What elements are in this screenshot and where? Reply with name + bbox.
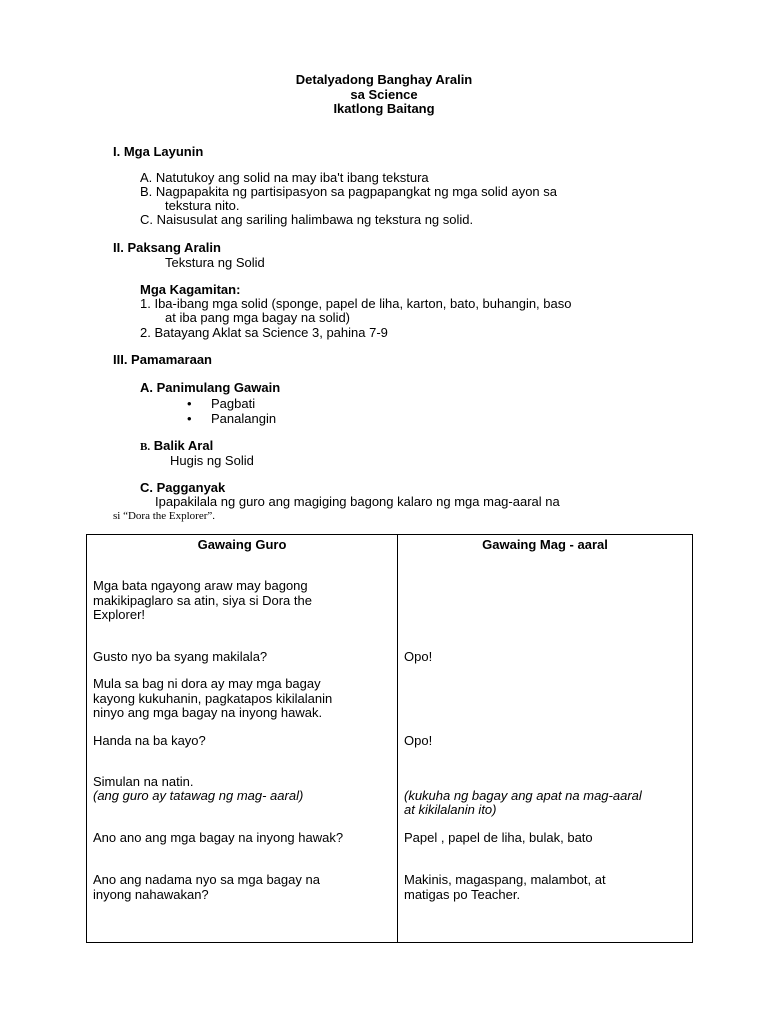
guro-line: makikipaglaro sa atin, siya si Dora the [93,593,312,608]
bullet-panalangin: • Panalangin [211,411,276,426]
guro-line: Ano ang nadama nyo sa mga bagay na [93,872,320,887]
aaral-note: at kikilalanin ito) [404,802,497,817]
guro-note: (ang guro ay tatawag ng mag- aaral) [93,788,304,803]
kagamitan-heading: Mga Kagamitan: [140,282,241,297]
doc-grade: Ikatlong Baitang [333,101,435,116]
paksa-topic: Tekstura ng Solid [165,255,265,270]
guro-line: kayong kukuhanin, pagkatapos kikilalanin [93,691,333,706]
aaral-line: Opo! [404,649,433,664]
guro-line: ninyo ang mga bagay na inyong hawak. [93,705,323,720]
guro-line: Mga bata ngayong araw may bagong [93,578,308,593]
layunin-item-a: A. Natutukoy ang solid na may iba't ibang tekstura [140,170,429,185]
balik-aral-text: Hugis ng Solid [170,453,254,468]
guro-line: Ano ano ang mga bagay na inyong hawak? [93,830,344,845]
column-mag-aaral [398,535,693,943]
bullet-pagbati: • Pagbati [211,396,255,411]
column-guro [87,535,398,943]
layunin-item-c: C. Naisusulat ang sariling halimbawa ng tekstura ng solid. [140,212,474,227]
aaral-note: (kukuha ng bagay ang apat na mag-aaral [404,788,642,803]
guro-line: Mula sa bag ni dora ay may mga bagay [93,676,321,691]
pagganyak-text-cont: si “Dora the Explorer”. [113,510,216,522]
doc-subtitle: sa Science [350,87,418,102]
header-gawaing-mag-aaral: Gawaing Mag - aaral [482,537,608,552]
kagamitan-item-1-cont: at iba pang mga bagay na solid) [165,310,351,325]
balik-aral-letter: B. [140,441,151,453]
section-paksa-heading: II. Paksang Aralin [113,240,221,255]
aaral-line: matigas po Teacher. [404,887,521,902]
section-layunin-heading: I. Mga Layunin [113,144,204,159]
pagganyak-text: Ipapakilala ng guro ang magiging bagong kalaro ng mga mag-aaral na [155,494,560,509]
pagganyak-heading: C. Pagganyak [140,480,226,495]
header-gawaing-guro: Gawaing Guro [197,537,287,552]
guro-line: Handa na ba kayo? [93,733,206,748]
aaral-line: Makinis, magaspang, malambot, at [404,872,606,887]
balik-aral-title: Balik Aral [153,438,214,453]
kagamitan-item-1: 1. Iba-ibang mga solid (sponge, papel de liha, karton, bato, buhangin, baso [140,296,572,311]
section-pamamaraan-heading: III. Pamamaraan [113,352,212,367]
layunin-item-b: B. Nagpapakita ng partisipasyon sa pagpapangkat ng mga solid ayon sa [140,184,558,199]
aaral-line: Papel , papel de liha, bulak, bato [404,830,593,845]
lesson-table [86,534,693,943]
panimula-heading: A. Panimulang Gawain [140,380,281,395]
guro-line: Explorer! [93,607,146,622]
guro-line: Gusto nyo ba syang makilala? [93,649,268,664]
doc-title: Detalyadong Banghay Aralin [295,72,473,87]
guro-line: inyong nahawakan? [93,887,209,902]
kagamitan-item-2: 2. Batayang Aklat sa Science 3, pahina 7-9 [140,325,388,340]
aaral-line: Opo! [404,733,433,748]
guro-line: Simulan na natin. [93,774,194,789]
layunin-item-b-cont: tekstura nito. [165,198,240,213]
